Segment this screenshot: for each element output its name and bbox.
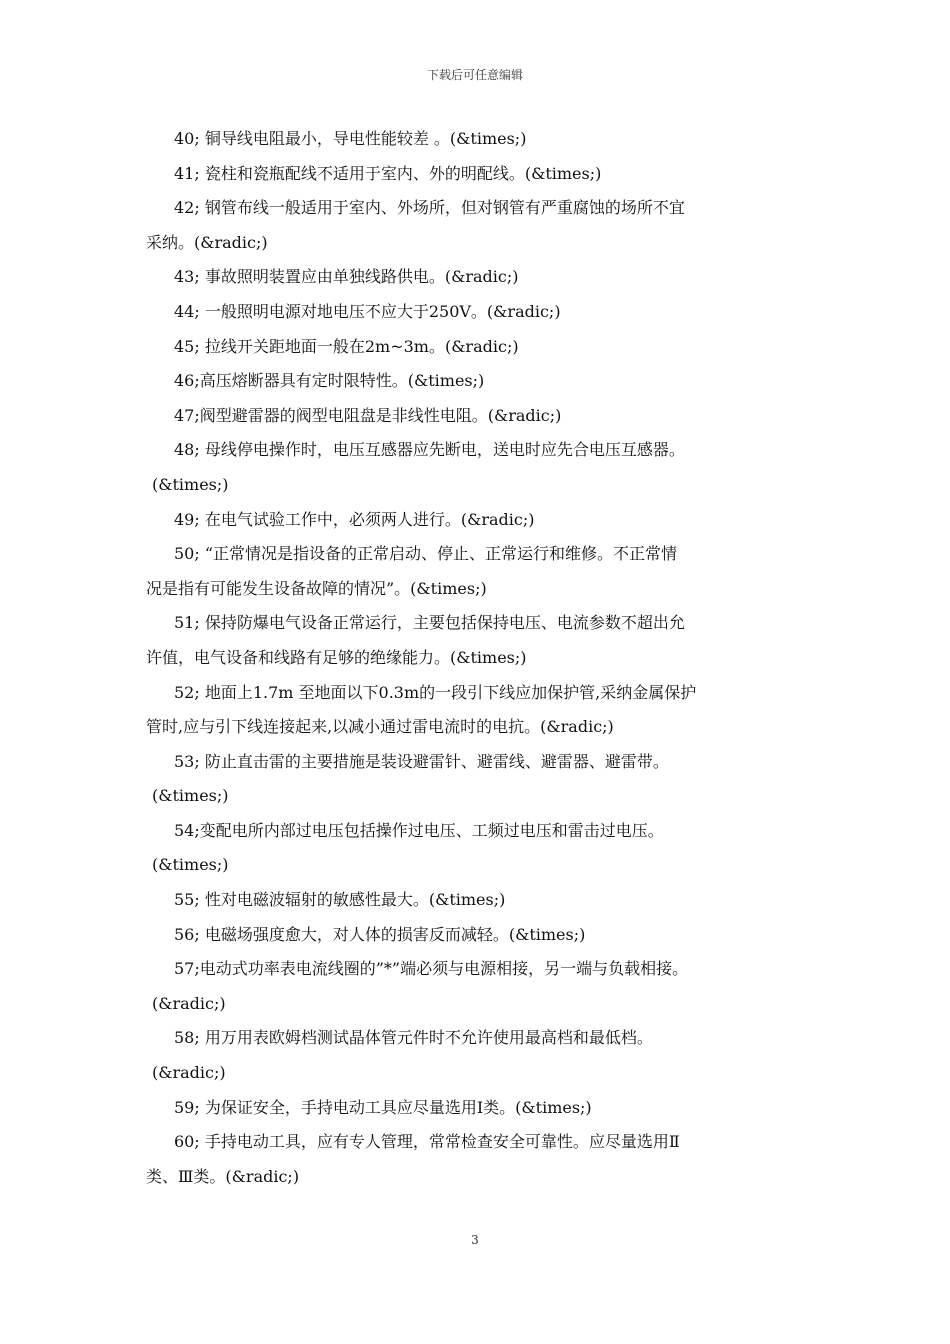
list-item: [146, 364, 826, 399]
item-line: 45; 拉线开关距地面一般在2m~3m。(&radic;): [174, 336, 519, 356]
list-item: [146, 191, 826, 260]
item-line: 53; 防止直击雷的主要措施是装设避雷针、避雷线、避雷器、避雷带。: [174, 751, 669, 771]
list-item: [146, 676, 826, 745]
list-item: [146, 157, 826, 192]
list-item: [146, 295, 826, 330]
list-item: [146, 433, 826, 502]
item-line: 54;变配电所内部过电压包括操作过电压、工频过电压和雷击过电压。: [174, 820, 664, 840]
item-line-continued: (&times;): [152, 474, 229, 494]
list-item: [146, 918, 826, 953]
item-line: 46;高压熔断器具有定时限特性。(&times;): [174, 371, 485, 391]
item-line: 59; 为保证安全，手持电动工具应尽量选用Ⅰ类。(&times;): [174, 1097, 592, 1117]
item-line: 57;电动式功率表电流线圈的”*”端必须与电源相接，另一端与负载相接。: [174, 959, 689, 979]
list-item: [146, 606, 826, 675]
list-item: [146, 1125, 826, 1194]
list-item: [146, 883, 826, 918]
item-line: 44; 一般照明电源对地电压不应大于250V。(&radic;): [174, 301, 561, 321]
item-line-continued: 类、Ⅲ类。(&radic;): [146, 1166, 300, 1186]
item-line: 42; 钢管布线一般适用于室内、外场所，但对钢管有严重腐蚀的场所不宜: [174, 198, 685, 218]
item-line: 56; 电磁场强度愈大，对人体的损害反而减轻。(&times;): [174, 924, 586, 944]
item-line: 55; 性对电磁波辐射的敏感性最大。(&times;): [174, 890, 506, 910]
item-line: 40; 铜导线电阻最小，导电性能较差 。(&times;): [174, 129, 527, 148]
item-line: 43; 事故照明装置应由单独线路供电。(&radic;): [174, 267, 519, 287]
item-line: 49; 在电气试验工作中，必须两人进行。(&radic;): [174, 509, 535, 529]
list-item: [146, 814, 826, 883]
page-header: 下载后可任意编辑: [426, 68, 523, 82]
question-list: [146, 122, 826, 1194]
item-line: 47;阀型避雷器的阀型电阻盘是非线性电阻。(&radic;): [174, 405, 562, 425]
list-item: [146, 122, 826, 157]
list-item: [146, 1091, 826, 1126]
page-number: 3: [471, 1233, 479, 1247]
item-line: 41; 瓷柱和瓷瓶配线不适用于室内、外的明配线。(&times;): [174, 163, 602, 183]
list-item: [146, 330, 826, 365]
item-line: 51; 保持防爆电气设备正常运行，主要包括保持电压、电流参数不超出允: [174, 613, 685, 633]
item-line-continued: 况是指有可能发生设备故障的情况”。(&times;): [146, 578, 487, 598]
item-line: 58; 用万用表欧姆档测试晶体管元件时不允许使用最高档和最低档。: [174, 1028, 653, 1048]
item-line-continued: (&radic;): [152, 1063, 226, 1083]
list-item: [146, 952, 826, 1021]
item-line-continued: (&times;): [152, 786, 229, 806]
list-item: [146, 503, 826, 538]
item-line-continued: 采纳。(&radic;): [146, 232, 268, 252]
item-line: 50; “正常情况是指设备的正常启动、停止、正常运行和维修。不正常情: [174, 544, 678, 564]
item-line-continued: (&times;): [152, 855, 229, 875]
item-line-continued: 许值，电气设备和线路有足够的绝缘能力。(&times;): [146, 647, 527, 667]
list-item: [146, 745, 826, 814]
item-line: 48; 母线停电操作时，电压互感器应先断电，送电时应先合电压互感器。: [174, 440, 685, 460]
list-item: [146, 1021, 826, 1090]
item-line-continued: 管时,应与引下线连接起来,以减小通过雷电流时的电抗。(&radic;): [146, 717, 614, 737]
item-line: 52; 地面上1.7m 至地面以下0.3m的一段引下线应加保护管,采纳金属保护: [174, 682, 697, 702]
list-item: [146, 399, 826, 434]
list-item: [146, 537, 826, 606]
item-line-continued: (&radic;): [152, 993, 226, 1013]
item-line: 60; 手持电动工具，应有专人管理，常常检查安全可靠性。应尽量选用Ⅱ: [174, 1132, 680, 1152]
list-item: [146, 260, 826, 295]
